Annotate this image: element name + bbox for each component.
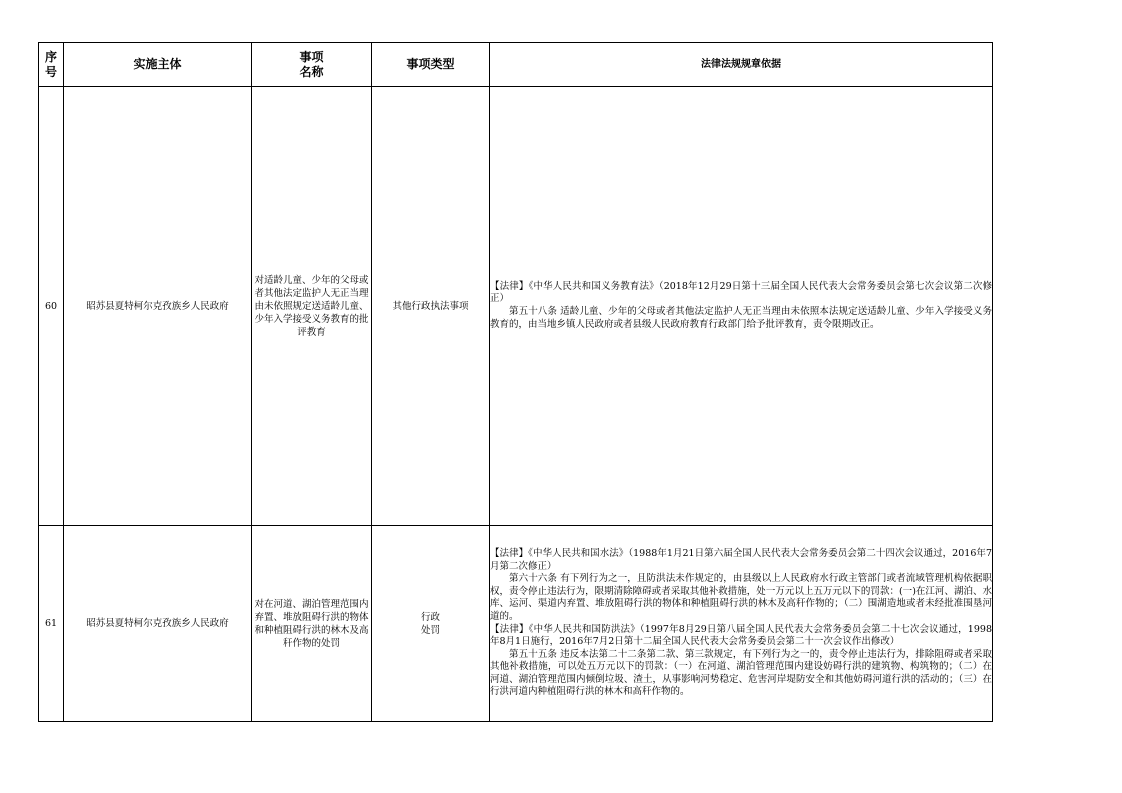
- basis-article: 第五十八条 适龄儿童、少年的父母或者其他法定监护人无正当理由未依照本法规定送适龄儿童、少年入学接受义务教育的，由当地乡镇人民政府或者县级人民政府教育行政部门给予批评教育，责令限期改正。: [490, 306, 992, 330]
- row-legal-basis: [490, 526, 993, 722]
- legal-basis-table: [38, 42, 993, 722]
- header-seq-line2: 号: [44, 64, 57, 79]
- header-item-name: [252, 43, 372, 87]
- row-entity: 昭苏县夏特柯尔克孜族乡人民政府: [64, 87, 252, 526]
- header-entity: 实施主体: [64, 43, 252, 87]
- basis-article: 第六十六条 有下列行为之一，且防洪法未作规定的，由县级以上人民政府水行政主管部门或者流域管理机构依据职权，责令停止违法行为，限期清除障碍或者采取其他补救措施，处一万元以上五万元以下的罚款：(一)在江河、湖泊、水库、运河、渠道内弃置、堆放阻碍行洪的物体和种植阻碍行洪的林木及高秆作物的；（二）围湖造地或者未经批准围垦河道的。: [490, 573, 992, 622]
- row-entity: 昭苏县夏特柯尔克孜族乡人民政府: [64, 526, 252, 722]
- row-item-type: [372, 526, 490, 722]
- header-item-name-line2: 名称: [299, 64, 324, 79]
- basis-article: 第五十五条 违反本法第二十二条第二款、第三款规定，有下列行为之一的，责令停止违法行为，排除阻碍或者采取其他补救措施，可以处五万元以下的罚款：（一）在河道、湖泊管理范围内建设妨碍行洪的建筑物、构筑物的；（二）在河道、湖泊管理范围内倾倒垃圾、渣土，从事影响河势稳定、危害河岸堤防安全和其他妨碍河道行洪的活动的；（三）在行洪河道内种植阻碍行洪的林木和高秆作物的。: [490, 648, 992, 698]
- header-row: [39, 43, 993, 87]
- header-legal-basis: 法律法规规章依据: [490, 43, 993, 87]
- row-item-type: 其他行政执法事项: [372, 87, 490, 526]
- basis-law-title: 【法律】《中华人民共和国义务教育法》（2018年12月29日第十三届全国人民代表大会常务委员会第七次会议第二次修正）: [490, 280, 992, 305]
- row-item-type-line2: 处罚: [420, 624, 440, 636]
- basis-law-title: 【法律】《中华人民共和国防洪法》（1997年8月29日第八届全国人民代表大会常务委员会第二十七次会议通过，1998年8月1日施行，2016年7月2日第十二届全国人民代表大会常务委员会第二十一次会议作出修改）: [490, 623, 992, 648]
- header-item-type: 事项类型: [372, 43, 490, 87]
- table-row: [39, 87, 993, 526]
- row-seq: 60: [39, 87, 64, 526]
- row-legal-basis: [490, 87, 993, 526]
- basis-law-title: 【法律】《中华人民共和国水法》（1988年1月21日第六届全国人民代表大会常务委员会第二十四次会议通过，2016年7月第二次修正）: [490, 547, 992, 572]
- header-seq-line1: 序: [44, 49, 57, 64]
- header-seq: [39, 43, 64, 87]
- header-item-name-line1: 事项: [299, 49, 324, 64]
- row-item-name: 对在河道、湖泊管理范围内弃置、堆放阻碍行洪的物体和种植阻碍行洪的林木及高秆作物的处罚: [252, 526, 372, 722]
- row-seq: 61: [39, 526, 64, 722]
- row-item-name: 对适龄儿童、少年的父母或者其他法定监护人无正当理由未依照规定送适龄儿童、少年入学接受义务教育的批评教育: [252, 87, 372, 526]
- table-row: [39, 526, 993, 722]
- row-item-type-line1: 行政: [420, 611, 440, 623]
